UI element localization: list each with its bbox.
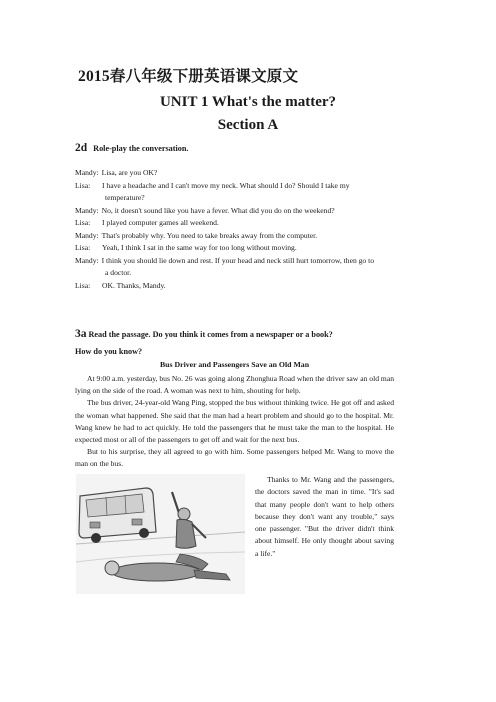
- passage-title: Bus Driver and Passengers Save an Old Man: [159, 360, 310, 369]
- conversation-line: [75, 242, 394, 255]
- speaker: Mandy:: [75, 205, 99, 215]
- task-3a-question: How do you know?: [75, 347, 143, 356]
- speaker: Mandy:: [75, 255, 99, 265]
- utterance: I played computer games all weekend.: [102, 218, 219, 227]
- utterance-continued: a doctor.: [105, 268, 132, 277]
- utterance: Yeah, I think I sat in the same way for too long without moving.: [102, 243, 297, 252]
- conversation-line: [75, 280, 394, 293]
- task-2d-heading: [75, 142, 188, 154]
- passage-side-paragraph: [255, 474, 394, 560]
- task-3a-number: 3a: [75, 328, 87, 340]
- bus-rescue-drawing: [76, 474, 245, 594]
- conversation-line: [75, 230, 394, 243]
- speaker: Mandy:: [75, 168, 99, 177]
- passage-paragraph: The bus driver, 24-year-old Wang Ping, stopped the bus without thinking twice. He got off and asked the woman what happened. She said that the man had a heart problem and should go to the hospital. Mr. Wang knew he had to act quickly. He told the passengers that he must take the man to the hospital. He expected most or all of the passengers to get off and wait for the next bus.: [75, 398, 394, 445]
- passage-body: [75, 373, 394, 471]
- utterance: No, it doesn't sound like you have a fever. What did you do on the weekend?: [101, 205, 335, 215]
- conversation-line: [75, 217, 394, 230]
- section-title: Section A: [217, 117, 279, 133]
- task-2d-number: 2d: [75, 142, 88, 154]
- speaker: Lisa:: [75, 180, 91, 190]
- conversation-line: [75, 167, 394, 180]
- utterance-continued: temperature?: [105, 193, 145, 202]
- bus-icon: [79, 488, 156, 543]
- utterance: That's probably why. You need to take breaks away from the computer.: [101, 230, 318, 240]
- passage-paragraph: Thanks to Mr. Wang and the passengers, the doctors saved the man in time. "It's sad that many people don't want to help others because they don't want any trouble," says one passenger. "But the driver didn't think about himself. He only thought about saving a life.": [255, 475, 394, 558]
- conversation-line: [75, 205, 394, 218]
- passage-paragraph: But to his surprise, they all agreed to go with him. Some passengers helped Mr. Wang to move the man on the bus.: [75, 447, 394, 469]
- utterance: I have a headache and I can't move my neck. What should I do? Should I take my: [102, 180, 350, 190]
- utterance: Lisa, are you OK?: [101, 168, 158, 177]
- document-title: 2015春八年级下册英语课文原文: [78, 68, 299, 85]
- speaker: Mandy:: [75, 230, 99, 240]
- utterance: I think you should lie down and rest. If your head and neck still hurt tomorrow, then go to: [101, 255, 375, 265]
- story-illustration: [76, 474, 245, 594]
- speaker: Lisa:: [75, 243, 91, 252]
- passage-paragraph: At 9:00 a.m. yesterday, bus No. 26 was going along Zhonghua Road when the driver saw an old man lying on the side of the road. A woman was next to him, shouting for help.: [75, 374, 394, 396]
- utterance: OK. Thanks, Mandy.: [102, 280, 166, 290]
- task-3a-heading: [75, 328, 333, 340]
- conversation-line: [75, 180, 394, 193]
- conversation-line: [75, 255, 394, 268]
- speaker: Lisa:: [75, 280, 91, 290]
- conversation: [75, 167, 394, 292]
- unit-title: UNIT 1 What's the matter?: [159, 94, 337, 110]
- task-2d-instruction: Role-play the conversation.: [93, 144, 189, 153]
- speaker: Lisa:: [75, 218, 91, 227]
- task-3a-instruction: Read the passage. Do you think it comes from a newspaper or a book?: [88, 330, 333, 339]
